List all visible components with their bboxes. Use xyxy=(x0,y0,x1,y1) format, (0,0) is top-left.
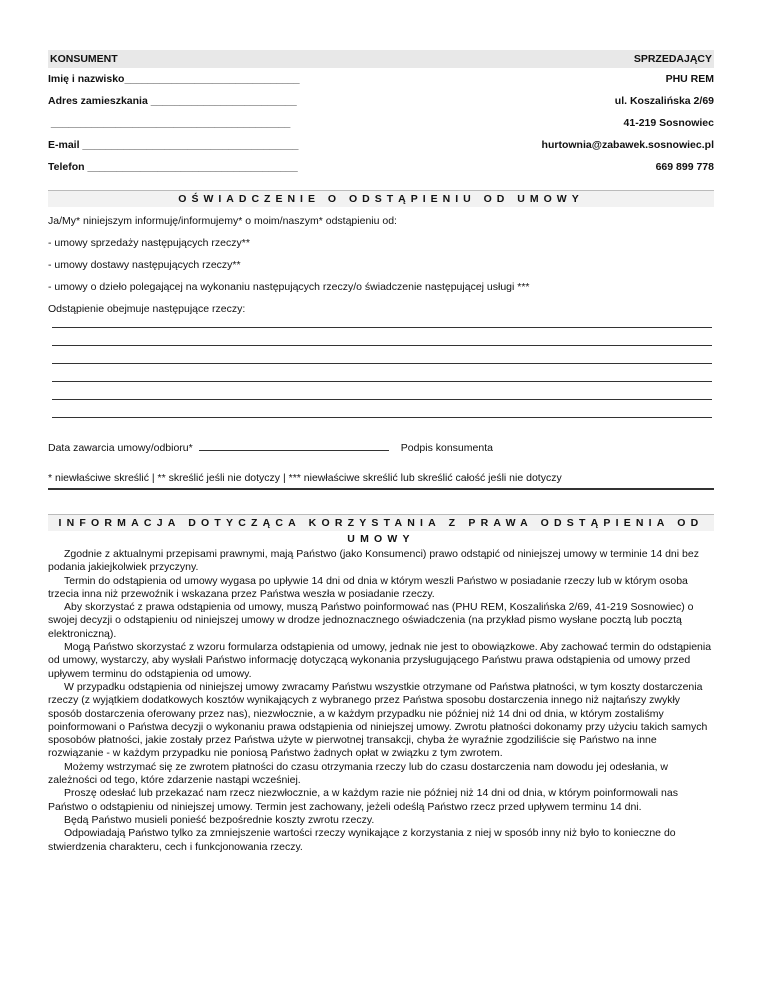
address-row xyxy=(48,90,714,112)
write-in-line xyxy=(52,327,712,328)
statement-intro: Ja/My* niniejszym informuję/informujemy* o moim/naszym* odstąpieniu od: xyxy=(48,215,397,227)
info-title: INFORMACJA DOTYCZĄCA KORZYSTANIA Z PRAWA ODSTĄPIENIA OD UMOWY xyxy=(48,514,714,531)
info-paragraph: Będą Państwo musieli ponieść bezpośrednie koszty zwrotu rzeczy. xyxy=(64,813,375,826)
field-label: Imię i nazwisko xyxy=(48,73,125,85)
info-body xyxy=(48,548,714,854)
write-in-line xyxy=(52,381,712,382)
statement-option-work: - umowy o dzieło polegającej na wykonaniu następujących rzeczy/o świadczenie następującej usługi *** xyxy=(48,281,530,293)
name-row xyxy=(48,68,714,90)
statement-option-sale: - umowy sprzedaży następujących rzeczy** xyxy=(48,237,250,249)
write-in-line xyxy=(52,399,712,400)
address-row-2 xyxy=(48,112,714,134)
info-paragraph: Termin do odstąpienia od umowy wygasa po upływie 14 dni od dnia w którym weszli Państwo w posiadanie rzeczy lub w którym osoba trzecia inna niż przewoźnik i wskazana przez Państwa weszła w posiadanie rzeczy. xyxy=(48,574,688,600)
statement-option-delivery: - umowy dostawy następujących rzeczy** xyxy=(48,259,241,271)
consumer-heading: KONSUMENT xyxy=(50,53,118,65)
statement-title: OŚWIADCZENIE O ODSTĄPIENIU OD UMOWY xyxy=(48,190,714,207)
field-line: _________________________________________ xyxy=(48,117,291,129)
date-label: Data zawarcia umowy/odbioru* xyxy=(48,442,193,454)
info-paragraph: W przypadku odstąpienia od niniejszej umowy zwracamy Państwu wszystkie otrzymane od Państwa płatności, w tym koszty dostarczenia rzeczy (z wyjątkiem dodatkowych kosztów wynikających z wybranego przez Państwa sposobu dostarczenia innego niż najtańszy zwykły sposób dostarczenia oferowany przez nas), niezwłocznie, a w każdym przypadku nie później niż 14 dni od dnia, w którym zostaliśmy poinformowani o Państwa decyzji o wykonaniu prawa odstąpienia od niniejszej umowy. Zwrotu płatności dokonamy przy użyciu takich samych sposobów płatności, jakie zostały przez Państwa użyte w pierwotnej transakcji, chyba że wyraźnie zgodziliście się Państwo na inne rozwiązanie - w każdym przypadku nie poniosą Państwo żadnych opłat w związku z tym zwrotem. xyxy=(48,680,708,760)
field-line: _________________________ xyxy=(147,95,297,107)
info-paragraph: Mogą Państwo skorzystać z wzoru formularza odstąpienia od umowy, jednak nie jest to obowiązkowe. Aby zachować termin do odstąpienia od umowy, wystarczy, aby wysłali Państwo informację dotyczącą wykonania przysługującego Państwu prawa odstąpienia od umowy przed upływem terminu do odstąpienia od umowy. xyxy=(48,641,712,680)
seller-email: hurtownia@zabawek.sosnowiec.pl xyxy=(541,139,714,151)
info-paragraph: Możemy wstrzymać się ze zwrotem płatności do czasu otrzymania rzeczy lub do czasu dostarczenia nam dowodu jej odesłania, w zależności od tego, które zdarzenie nastąpi wcześniej. xyxy=(48,760,669,787)
field-label: Telefon xyxy=(48,161,85,173)
seller-city: 41-219 Sosnowiec xyxy=(623,117,714,129)
email-field[interactable] xyxy=(48,139,299,151)
phone-row xyxy=(48,156,714,178)
write-in-line xyxy=(52,417,712,418)
write-in-line xyxy=(52,363,712,364)
seller-name: PHU REM xyxy=(665,73,714,85)
info-paragraph: Proszę odesłać lub przekazać nam rzecz niezwłocznie, a w każdym razie nie później niż 14 dni od dnia, w którym poinformowali nas Państwo o odstąpieniu od niniejszej umowy. Termin jest zachowany, jeżeli odeślą Państwo rzecz przed upływem terminu 14 dni. xyxy=(48,787,678,813)
footnote: * niewłaściwe skreślić | ** skreślić jeśli nie dotyczy | *** niewłaściwe skreślić lub skreślić całość jeśli nie dotyczy xyxy=(48,472,714,490)
address-field-2[interactable] xyxy=(48,117,290,129)
info-paragraph: Zgodnie z aktualnymi przepisami prawnymi, mają Państwo (jako Konsumenci) prawo odstąpić od niniejszej umowy w terminie 14 dni bez podania jakiejkolwiek przyczyny. xyxy=(48,548,699,574)
items-write-in-area[interactable] xyxy=(48,327,714,418)
seller-street: ul. Koszalińska 2/69 xyxy=(614,95,714,107)
info-paragraph: Aby skorzystać z prawa odstąpienia od umowy, muszą Państwo poinformować nas (PHU REM, Koszalińska 2/69, 41-219 Sosnowiec) o swojej decyzji o odstąpieniu od niniejszej umowy w drodze jednoznacznego oświadczenia (na przykład pismo wysłane pocztą lub pocztą elektroniczną). xyxy=(48,601,694,640)
withdrawal-form xyxy=(48,50,714,854)
field-line: ______________________________ xyxy=(124,73,300,85)
name-field[interactable] xyxy=(48,73,300,85)
field-line: _____________________________________ xyxy=(79,139,299,151)
seller-heading: SPRZEDAJĄCY xyxy=(633,53,712,65)
signature-label: Podpis konsumenta xyxy=(400,442,493,454)
phone-field[interactable] xyxy=(48,161,298,173)
email-row xyxy=(48,134,714,156)
info-paragraph: Odpowiadają Państwo tylko za zmniejszenie wartości rzeczy wynikające z korzystania z niej w sposób inny niż było to konieczne do stwierdzenia charakteru, cech i funkcjonowania rzeczy. xyxy=(48,827,676,853)
statement-scope: Odstąpienie obejmuje następujące rzeczy: xyxy=(48,303,246,315)
date-field[interactable] xyxy=(199,450,389,451)
address-field[interactable] xyxy=(48,95,297,107)
field-label: Adres zamieszkania xyxy=(48,95,148,107)
seller-phone: 669 899 778 xyxy=(655,161,714,173)
parties-header xyxy=(48,50,714,68)
write-in-line xyxy=(52,345,712,346)
field-label: E-mail xyxy=(48,139,80,151)
date-signature-row xyxy=(48,442,714,454)
field-line: ____________________________________ xyxy=(84,161,298,173)
